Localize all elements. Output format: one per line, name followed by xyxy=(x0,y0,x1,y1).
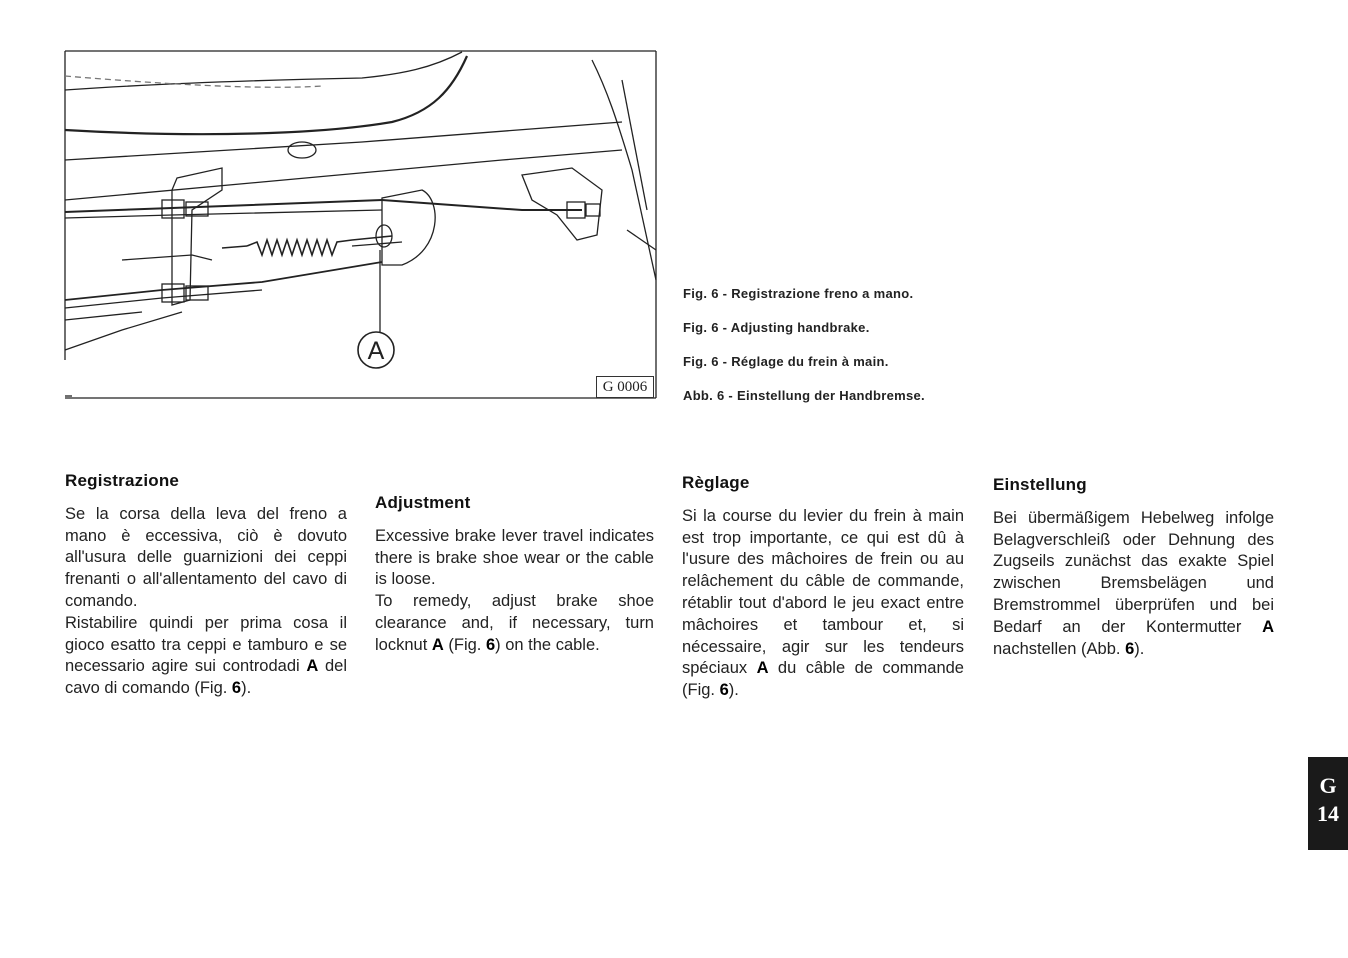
page-tab xyxy=(1308,757,1348,850)
paragraph-it-1: Se la corsa della leva del freno a mano è eccessiva, ciò è dovuto all'usura delle guarnizioni dei ceppi frenanti o all'allentamento del cavo di comando. xyxy=(65,504,347,610)
paragraph-it-2: Ristabilire quindi per prima cosa il gioco esatto tra ceppi e tamburo e se necessario agire sui controdadi A del cavo di comando (Fig. 6). xyxy=(65,613,347,698)
caption-de: Abb. 6 - Einstellung der Handbremse. xyxy=(683,388,925,403)
tab-number: 14 xyxy=(1317,801,1339,826)
paragraph-en-1: Excessive brake lever travel indicates there is brake shoe wear or the cable is loose. xyxy=(375,526,654,589)
figure-captions xyxy=(683,286,925,422)
paragraph-en-2: To remedy, adjust brake shoe clearance and, if necessary, turn locknut A (Fig. 6) on the cable. xyxy=(375,592,654,654)
caption-fr: Fig. 6 - Réglage du frein à main. xyxy=(683,354,889,369)
section-title-it: Registrazione xyxy=(65,471,180,490)
section-title-fr: Règlage xyxy=(682,473,750,492)
section-title-de: Einstellung xyxy=(993,475,1087,494)
paragraph-fr-1: Si la course du levier du frein à main est trop importante, ce qui est dû à l'usure des mâchoires de frein ou au relâchement du câble de commande, rétablir tout d'abord le jeu exact entre mâchoires et tambour et, si nécessaire, agir sur les tendeurs spéciaux A du câble de commande (Fig. 6). xyxy=(682,506,964,700)
caption-it: Fig. 6 - Registrazione freno a mano. xyxy=(683,286,914,301)
section-german xyxy=(993,474,1274,660)
figure-code: G 0006 xyxy=(596,376,654,398)
tab-letter: G xyxy=(1319,773,1337,798)
handbrake-figure xyxy=(62,50,658,402)
section-french xyxy=(682,472,964,702)
section-title-en: Adjustment xyxy=(375,493,471,512)
section-english xyxy=(375,492,654,657)
caption-en: Fig. 6 - Adjusting handbrake. xyxy=(683,320,870,335)
paragraph-de-1: Bei übermäßigem Hebelweg infolge Belagverschleiß oder Dehnung des Zugseils zunächst das exakte Spiel zwischen Bremsbelägen und Bremstrommel überprüfen und bei Bedarf an der Kontermutter A nachstellen (Abb. 6). xyxy=(993,508,1274,658)
handbrake-illustration xyxy=(62,50,658,402)
callout-letter: A xyxy=(367,337,385,365)
section-italian xyxy=(65,470,347,700)
